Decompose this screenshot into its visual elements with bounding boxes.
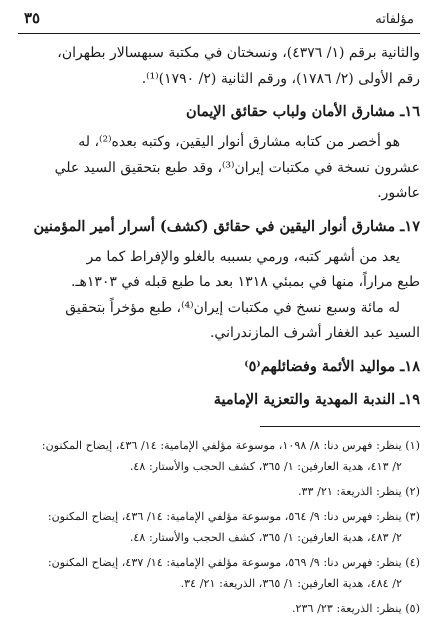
paragraph-4 [18, 296, 420, 322]
footnote-line: (٢) ينظر: الذريعة: ٢١/ ٣٣. [297, 484, 420, 498]
paragraph-3 [18, 245, 420, 271]
paragraph-line: طبع مراراً، منها في بمبئي ١٣١٨ بعد ما طبع قبله في ١٣٠٣هـ. [70, 274, 420, 290]
footnote-line: ٢/ ٤٨٣، هدية العارفين: ١/ ٣٦٥، كشف الحجب والأستار: ٤٨. [129, 530, 402, 544]
footnote-line: ٢/ ٤١٣، هدية العارفين: ١/ ٣٦٥، كشف الحجب والأستار: ٤٨. [129, 459, 402, 473]
paragraph-line: له مائة وسبع نسخ في مكتبات إيران⁽⁴⁾، طبع مؤخراً بتحقيق [65, 299, 400, 316]
footnotes [18, 435, 420, 619]
footnote-3 [18, 506, 420, 548]
running-title: مؤلفاته [375, 12, 414, 27]
footnote-2 [18, 481, 420, 502]
document-page [0, 9, 442, 640]
paragraph-3-cont [18, 270, 420, 296]
footnote-4 [18, 552, 420, 594]
footnote-line: (٥) ينظر: الذريعة: ٢٣/ ٢٣٦. [291, 601, 420, 615]
paragraph-line: عشرون نسخة في مكتبات إيران⁽³⁾، وقد طبع بتحقيق السيد علي [54, 159, 420, 176]
paragraph-line: السيد عبد الغفار أشرف المازندراني. [209, 325, 420, 341]
footnote-line: (٤) ينظر: فهرس دنا: ٩/ ٥٦٩، موسوعة مؤلفي الإمامية: ١٤/ ٤٣٧، إيضاح المكنون: [47, 555, 420, 569]
paragraph-line: والثانية برقم (١/ ٤٣٧٦)، ونسختان في مكتبة سبهسالار بطهران، [57, 45, 420, 61]
footnote-line: (٣) ينظر: فهرس دنا: ٩/ ٥٦٤، موسوعة مؤلفي الإمامية: ١٤/ ٤٣٦، إيضاح المكنون: [47, 509, 420, 523]
paragraph-1 [18, 41, 420, 92]
footnote-1 [18, 435, 420, 477]
heading-item-17: ١٧ـ مشارق أنوار اليقين في حقائق (كشف) أسرار أمير المؤمنين [33, 217, 420, 235]
paragraph-line: رقم الأولى (٢/ ١٧٨٦)، ورقم الثانية (٢/ ١٧٩٠)⁽¹⁾. [141, 70, 420, 87]
running-header [18, 9, 420, 29]
paragraph-line: يعد من أشهر كتبه، ورمي بسببه بالغلو والإفراط كما مر [86, 248, 400, 265]
paragraph-4-cont [18, 321, 420, 347]
footnote-line: (١) ينظر: فهرس دنا: ٨/ ١٠٩٨، موسوعة مؤلفي الإمامية: ١٤/ ٤٣٦، إيضاح المكنون: [41, 438, 420, 452]
footnote-separator [18, 426, 420, 427]
heading-item-18: ١٨ـ مواليد الأئمة وفضائلهم⁽٥⁾ [244, 357, 420, 375]
heading-item-19: ١٩ـ الندبة المهدية والتعزية الإمامية [213, 390, 420, 408]
paragraph-2 [18, 130, 420, 156]
paragraph-line: عاشور. [377, 185, 420, 201]
body-text [18, 34, 420, 413]
heading-item-16: ١٦ـ مشارق الأمان ولباب حقائق الإيمان [185, 103, 420, 120]
footnote-line: ٢/ ٤٨٤، هدية العارفين: ١/ ٣٦٥، الذريعة: ٢١/ ٣٤. [180, 576, 402, 590]
page-number: ٣٥ [24, 9, 41, 27]
paragraph-line: هو أخصر من كتابه مشارق أنوار اليقين، وكتبه بعده⁽²⁾، له [78, 134, 400, 150]
paragraph-2-cont [18, 156, 420, 207]
footnote-5 [18, 598, 420, 619]
